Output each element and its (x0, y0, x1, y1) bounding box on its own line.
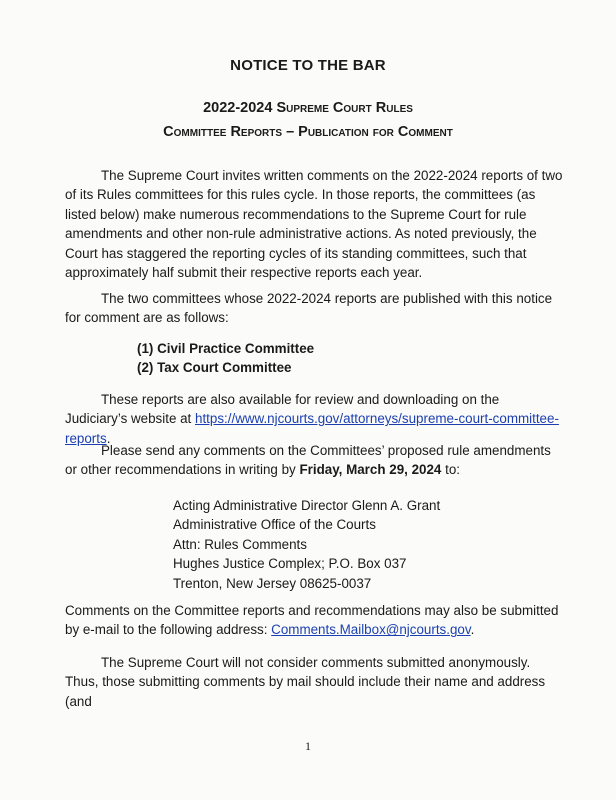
address-line-director: Acting Administrative Director Glenn A. Grant (173, 498, 441, 513)
website-paragraph: These reports are also available for review and downloading on the Judiciary’s website at https://www.njcourts.gov/attorneys/supreme-court-committee-reports. (65, 392, 559, 446)
committees-intro-paragraph: The two committees whose 2022-2024 reports are published with this notice for comment are as follows: (65, 291, 553, 326)
deadline-date: Friday, March 29, 2024 (299, 462, 442, 478)
intro-paragraph: The Supreme Court invites written comments on the 2022-2024 reports of two of its Rules committees for this rules cycle. In those reports, the committees (as listed below) make numerous recommendations to the Supreme Court for rule amendments and other non-rule administrative actions. As noted previously, the Court has staggered the reporting cycles of its standing committees, such that approximately half submit their respective reports each year. (65, 168, 563, 281)
page-number: 1 (305, 739, 311, 753)
notice-subtitle-line1: 2022-2024 Supreme Court Rules (203, 100, 413, 116)
address-line-complex: Hughes Justice Complex; P.O. Box 037 (173, 556, 407, 572)
email-paragraph: Comments on the Committee reports and recommendations may also be submitted by e-mail to the following address: Comments.Mailbox@njcourts.gov. (65, 603, 559, 638)
committee-item-tax-court: (2) Tax Court Committee (137, 360, 292, 376)
notice-subtitle-line2: Committee Reports – Publication for Comment (163, 124, 453, 140)
address-line-attn: Attn: Rules Comments (173, 536, 307, 552)
comments-email-link[interactable]: Comments.Mailbox@njcourts.gov (271, 622, 471, 638)
committee-list (137, 339, 314, 378)
address-line-office: Administrative Office of the Courts (173, 517, 376, 533)
address-line-city: Trenton, New Jersey 08625-0037 (173, 575, 372, 591)
anonymous-comments-paragraph: The Supreme Court will not consider comments submitted anonymously. Thus, those submitting comments by mail should include their name and address (and (65, 655, 546, 709)
notice-title: NOTICE TO THE BAR (230, 57, 386, 74)
committee-item-civil-practice: (1) Civil Practice Committee (137, 341, 315, 356)
mailing-address (173, 496, 440, 593)
reports-website-link[interactable]: https://www.njcourts.gov/attorneys/supreme-court-committee-reports (65, 411, 559, 446)
send-comments-paragraph: Please send any comments on the Committees’ proposed rule amendments or other recommendations in writing by Friday, March 29, 2024 to: (65, 443, 551, 478)
